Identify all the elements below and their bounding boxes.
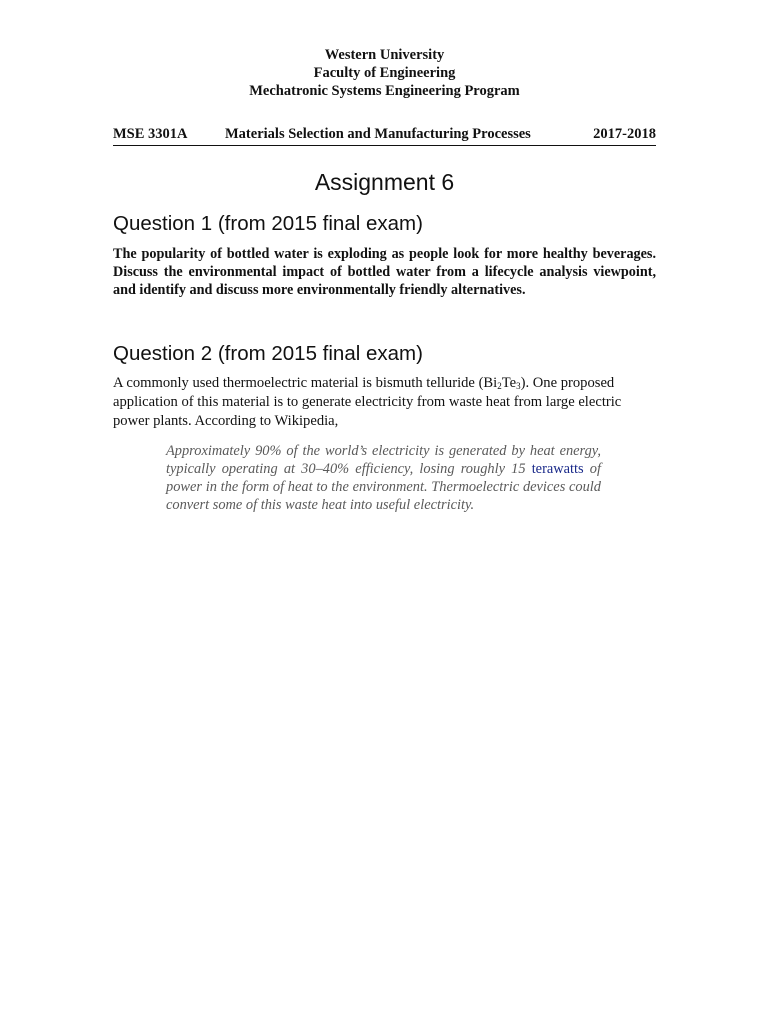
intro-text-start: A commonly used thermoelectric material is bismuth telluride (Bi — [113, 375, 498, 391]
intro-text-te: Te — [501, 375, 517, 391]
quote-text-start: Approximately 90% of the world’s electricity is generated by heat energy, typically operating at 30–40% efficiency, losing roughly 15 — [166, 443, 601, 477]
assignment-title: Assignment 6 — [314, 169, 455, 195]
document-page — [113, 46, 656, 514]
question-2-heading: Question 2 (from 2015 final exam) — [113, 342, 423, 365]
terawatts-link[interactable]: terawatts — [531, 461, 584, 477]
program-name: Mechatronic Systems Engineering Program — [249, 83, 520, 99]
faculty-name: Faculty of Engineering — [313, 65, 456, 81]
question-1-heading: Question 1 (from 2015 final exam) — [113, 212, 423, 235]
course-bar — [113, 125, 656, 146]
subscript-3: 3 — [516, 381, 521, 391]
academic-year: 2017-2018 — [593, 126, 656, 142]
course-name: Materials Selection and Manufacturing Processes — [225, 126, 531, 142]
wikipedia-quote — [166, 442, 601, 514]
intro-text-end: ). One proposed application of this material is to generate electricity from waste heat from large electric power plants. According to Wikipedia, — [113, 375, 622, 429]
quote-text-end: of power in the form of heat to the environment. Thermoelectric devices could convert some of this waste heat into useful electricity. — [166, 461, 601, 513]
subscript-2: 2 — [497, 381, 502, 391]
university-name: Western University — [324, 47, 445, 63]
course-code: MSE 3301A — [113, 126, 188, 142]
question-2-intro — [113, 374, 656, 431]
institution-header — [113, 46, 656, 100]
question-1-body: The popularity of bottled water is exploding as people look for more healthy beverages. Discuss the environmental impact of bottled water from a lifecycle analysis viewpoint, and identify and discuss more environmentally friendly alternatives. — [113, 246, 656, 298]
